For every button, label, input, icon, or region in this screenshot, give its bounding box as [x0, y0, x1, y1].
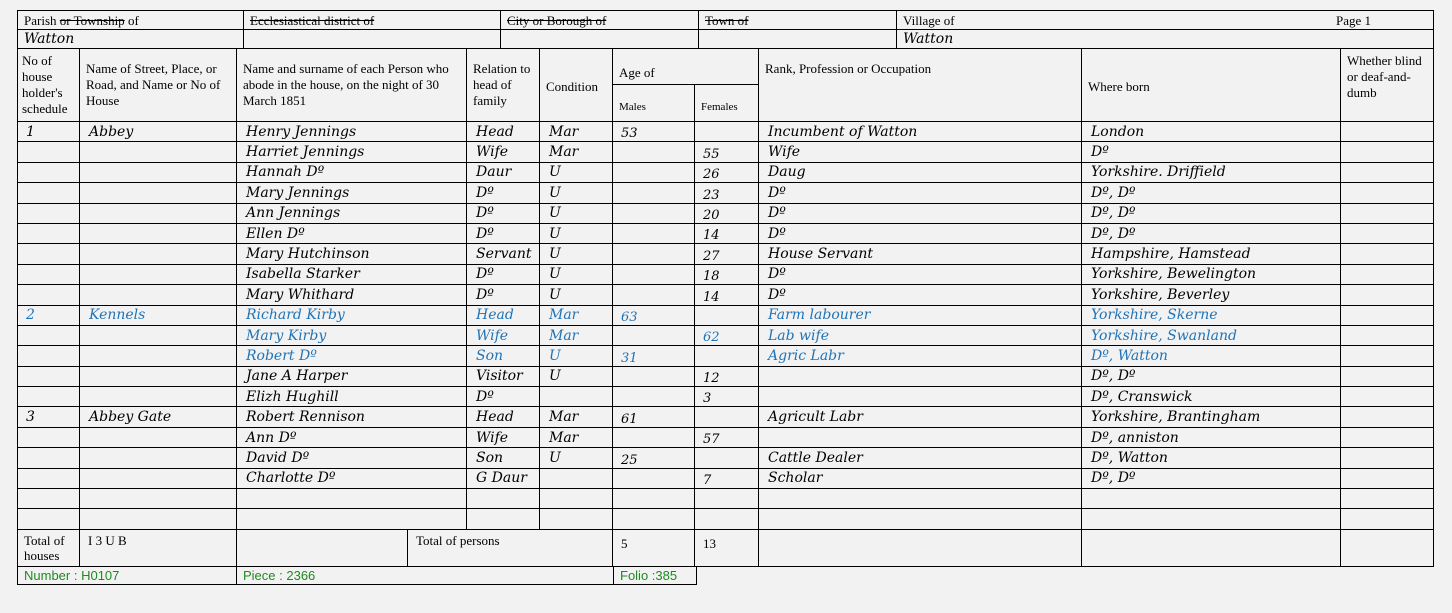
total-persons-spacer	[237, 530, 408, 566]
row-schedule: 3	[18, 407, 80, 427]
row-street	[80, 346, 237, 366]
village-label-cell	[897, 11, 1434, 30]
col-blind-header: Whether blind or deaf-and-dumb	[1341, 49, 1434, 122]
table-row	[18, 264, 1434, 284]
row-where-born: Dº, Dº	[1082, 223, 1341, 243]
row-blind	[1341, 509, 1434, 529]
row-street	[80, 183, 237, 203]
row-street	[80, 489, 237, 509]
row-schedule: 1	[18, 122, 80, 142]
row-schedule	[18, 223, 80, 243]
row-condition	[540, 468, 613, 488]
row-age-female	[695, 509, 759, 529]
row-street: Kennels	[80, 305, 237, 325]
row-age-female: 18	[695, 264, 759, 284]
row-where-born	[1082, 509, 1341, 529]
table-row	[18, 285, 1434, 305]
row-age-male	[613, 183, 695, 203]
row-blind	[1341, 223, 1434, 243]
row-occupation: Cattle Dealer	[759, 448, 1082, 468]
row-age-female: 14	[695, 223, 759, 243]
row-name: Henry Jennings	[237, 122, 467, 142]
col-condition-header: Condition	[540, 49, 613, 122]
row-name: Mary Hutchinson	[237, 244, 467, 264]
row-relation: Wife	[467, 142, 540, 162]
row-blind	[1341, 203, 1434, 223]
row-occupation: Daug	[759, 162, 1082, 182]
row-occupation: Dº	[759, 203, 1082, 223]
row-where-born: Yorkshire, Beverley	[1082, 285, 1341, 305]
table-row	[18, 183, 1434, 203]
parish-value: Watton	[18, 30, 244, 49]
row-condition: Mar	[540, 122, 613, 142]
census-sheet	[17, 10, 1434, 585]
total-females: 13	[695, 529, 759, 566]
table-row	[18, 203, 1434, 223]
row-street	[80, 468, 237, 488]
row-blind	[1341, 264, 1434, 284]
row-condition: U	[540, 366, 613, 386]
row-name: Richard Kirby	[237, 305, 467, 325]
col-schedule-header: No of house holder's schedule	[18, 49, 80, 122]
row-schedule	[18, 509, 80, 529]
row-relation: Head	[467, 407, 540, 427]
row-name: Mary Jennings	[237, 183, 467, 203]
row-name	[237, 509, 467, 529]
row-name: Isabella Starker	[237, 264, 467, 284]
row-occupation	[759, 427, 1082, 447]
row-blind	[1341, 346, 1434, 366]
table-row	[18, 325, 1434, 345]
row-condition: U	[540, 448, 613, 468]
row-occupation	[759, 387, 1082, 407]
row-age-male: 25	[613, 448, 695, 468]
row-condition	[540, 387, 613, 407]
row-name: Elizh Hughill	[237, 387, 467, 407]
col-name-header: Name and surname of each Person who abode in the house, on the night of 30 March 1851	[237, 49, 467, 122]
row-age-female	[695, 407, 759, 427]
row-age-female	[695, 122, 759, 142]
row-age-female	[695, 448, 759, 468]
row-relation: Dº	[467, 387, 540, 407]
row-age-female	[695, 489, 759, 509]
row-schedule: 2	[18, 305, 80, 325]
table-row	[18, 407, 1434, 427]
total-born-blank	[1082, 529, 1341, 566]
total-persons-cell	[237, 529, 613, 566]
row-age-female: 3	[695, 387, 759, 407]
table-row	[18, 244, 1434, 264]
row-occupation	[759, 366, 1082, 386]
row-condition: U	[540, 183, 613, 203]
row-condition	[540, 489, 613, 509]
row-relation: Wife	[467, 325, 540, 345]
row-age-male	[613, 489, 695, 509]
row-relation: G Daur	[467, 468, 540, 488]
row-blind	[1341, 366, 1434, 386]
row-where-born: Dº, Dº	[1082, 468, 1341, 488]
city-value	[501, 30, 699, 49]
row-blind	[1341, 407, 1434, 427]
village-value: Watton	[897, 30, 1434, 49]
row-street	[80, 509, 237, 529]
row-age-female: 20	[695, 203, 759, 223]
row-relation: Dº	[467, 264, 540, 284]
row-street	[80, 325, 237, 345]
row-street	[80, 387, 237, 407]
row-relation: Servant	[467, 244, 540, 264]
row-relation	[467, 489, 540, 509]
row-schedule	[18, 142, 80, 162]
row-occupation: Incumbent of Watton	[759, 122, 1082, 142]
row-occupation: Scholar	[759, 468, 1082, 488]
row-condition: Mar	[540, 305, 613, 325]
row-age-female: 55	[695, 142, 759, 162]
row-age-female	[695, 305, 759, 325]
row-occupation	[759, 489, 1082, 509]
row-condition: Mar	[540, 325, 613, 345]
table-row	[18, 122, 1434, 142]
row-age-male	[613, 142, 695, 162]
row-age-male	[613, 468, 695, 488]
row-occupation: Dº	[759, 183, 1082, 203]
row-occupation	[759, 509, 1082, 529]
table-row	[18, 468, 1434, 488]
row-occupation: House Servant	[759, 244, 1082, 264]
reference-piece: Piece : 2366	[237, 566, 614, 584]
row-age-female: 14	[695, 285, 759, 305]
row-blind	[1341, 244, 1434, 264]
row-blind	[1341, 489, 1434, 509]
reference-footer	[17, 566, 697, 585]
row-where-born: London	[1082, 122, 1341, 142]
row-name	[237, 489, 467, 509]
table-row	[18, 142, 1434, 162]
parish-of-label: of	[127, 12, 139, 28]
census-table	[17, 48, 1434, 567]
row-name: Hannah Dº	[237, 162, 467, 182]
row-age-male	[613, 203, 695, 223]
row-condition: U	[540, 285, 613, 305]
row-occupation: Lab wife	[759, 325, 1082, 345]
total-blind-blank	[1341, 529, 1434, 566]
row-age-male	[613, 366, 695, 386]
table-row	[18, 305, 1434, 325]
row-where-born: Dº, Dº	[1082, 366, 1341, 386]
row-schedule	[18, 366, 80, 386]
row-occupation: Wife	[759, 142, 1082, 162]
row-occupation: Agricult Labr	[759, 407, 1082, 427]
col-street-header: Name of Street, Place, or Road, and Name or No of House	[80, 49, 237, 122]
table-row	[18, 162, 1434, 182]
row-where-born: Dº	[1082, 142, 1341, 162]
row-blind	[1341, 305, 1434, 325]
row-age-female: 12	[695, 366, 759, 386]
row-age-male	[613, 223, 695, 243]
row-street	[80, 223, 237, 243]
row-relation: Visitor	[467, 366, 540, 386]
row-age-male	[613, 264, 695, 284]
row-blind	[1341, 183, 1434, 203]
row-where-born: Dº, anniston	[1082, 427, 1341, 447]
row-street	[80, 203, 237, 223]
row-schedule	[18, 244, 80, 264]
row-street	[80, 285, 237, 305]
row-age-male	[613, 162, 695, 182]
col-relation-header: Relation to head of family	[467, 49, 540, 122]
parish-label: Parish	[24, 12, 57, 28]
row-age-male	[613, 387, 695, 407]
row-relation: Dº	[467, 203, 540, 223]
row-street	[80, 142, 237, 162]
total-occupation-blank	[759, 529, 1082, 566]
row-schedule	[18, 203, 80, 223]
total-persons-label: Total of persons	[416, 532, 500, 548]
row-occupation: Agric Labr	[759, 346, 1082, 366]
row-condition: U	[540, 223, 613, 243]
row-where-born: Yorkshire, Bewelington	[1082, 264, 1341, 284]
row-blind	[1341, 285, 1434, 305]
row-age-male: 53	[613, 122, 695, 142]
row-age-female: 23	[695, 183, 759, 203]
row-age-male: 63	[613, 305, 695, 325]
col-males-header: Males	[613, 85, 695, 122]
row-schedule	[18, 427, 80, 447]
col-where-born-header: Where born	[1082, 49, 1341, 122]
row-street	[80, 162, 237, 182]
total-persons-inner	[237, 530, 612, 566]
table-row	[18, 223, 1434, 243]
city-label: City or Borough of	[501, 11, 699, 30]
row-street: Abbey Gate	[80, 407, 237, 427]
row-where-born: Yorkshire, Swanland	[1082, 325, 1341, 345]
row-occupation: Dº	[759, 264, 1082, 284]
township-label: or Township	[59, 12, 125, 28]
table-row	[18, 427, 1434, 447]
row-where-born: Dº, Dº	[1082, 183, 1341, 203]
row-age-female: 7	[695, 468, 759, 488]
row-schedule	[18, 346, 80, 366]
row-schedule	[18, 264, 80, 284]
row-street	[80, 427, 237, 447]
row-relation: Son	[467, 346, 540, 366]
row-condition: U	[540, 203, 613, 223]
table-row	[18, 366, 1434, 386]
table-row	[18, 448, 1434, 468]
row-name: David Dº	[237, 448, 467, 468]
row-name: Ann Jennings	[237, 203, 467, 223]
row-name: Ellen Dº	[237, 223, 467, 243]
row-street	[80, 448, 237, 468]
row-condition: Mar	[540, 142, 613, 162]
village-label: Village of	[903, 12, 955, 28]
row-blind	[1341, 162, 1434, 182]
town-value	[699, 30, 897, 49]
row-age-male	[613, 325, 695, 345]
row-relation: Head	[467, 122, 540, 142]
row-relation: Dº	[467, 183, 540, 203]
row-condition	[540, 509, 613, 529]
total-males: 5	[613, 529, 695, 566]
row-schedule	[18, 468, 80, 488]
row-schedule	[18, 387, 80, 407]
row-where-born: Dº, Cranswick	[1082, 387, 1341, 407]
row-street	[80, 244, 237, 264]
row-blind	[1341, 427, 1434, 447]
town-label: Town of	[699, 11, 897, 30]
page-label: Page 1	[1335, 12, 1371, 28]
row-schedule	[18, 325, 80, 345]
row-where-born	[1082, 489, 1341, 509]
row-age-male: 31	[613, 346, 695, 366]
row-blind	[1341, 325, 1434, 345]
row-where-born: Yorkshire, Skerne	[1082, 305, 1341, 325]
row-age-female: 26	[695, 162, 759, 182]
reference-folio: Folio :385	[614, 566, 697, 584]
row-where-born: Dº, Watton	[1082, 448, 1341, 468]
row-blind	[1341, 122, 1434, 142]
row-age-male: 61	[613, 407, 695, 427]
table-row	[18, 489, 1434, 509]
row-age-female: 57	[695, 427, 759, 447]
table-row	[18, 346, 1434, 366]
row-blind	[1341, 468, 1434, 488]
row-occupation: Dº	[759, 285, 1082, 305]
row-name: Ann Dº	[237, 427, 467, 447]
row-condition: U	[540, 346, 613, 366]
ecclesiastical-value	[244, 30, 501, 49]
row-street	[80, 264, 237, 284]
col-females-header: Females	[695, 85, 759, 122]
row-blind	[1341, 448, 1434, 468]
row-relation: Wife	[467, 427, 540, 447]
row-occupation: Dº	[759, 223, 1082, 243]
row-relation	[467, 509, 540, 529]
row-where-born: Yorkshire. Driffield	[1082, 162, 1341, 182]
table-row	[18, 509, 1434, 529]
row-occupation: Farm labourer	[759, 305, 1082, 325]
row-relation: Dº	[467, 223, 540, 243]
col-occupation-header: Rank, Profession or Occupation	[759, 49, 1082, 122]
row-schedule	[18, 162, 80, 182]
row-schedule	[18, 448, 80, 468]
row-name: Robert Rennison	[237, 407, 467, 427]
row-name: Harriet Jennings	[237, 142, 467, 162]
row-name: Charlotte Dº	[237, 468, 467, 488]
row-age-female: 27	[695, 244, 759, 264]
row-where-born: Dº, Watton	[1082, 346, 1341, 366]
reference-number: Number : H0107	[18, 566, 237, 584]
row-where-born: Hampshire, Hamstead	[1082, 244, 1341, 264]
col-age-header: Age of	[613, 49, 759, 85]
row-condition: U	[540, 162, 613, 182]
row-condition: U	[540, 264, 613, 284]
total-houses-label: Total of houses	[18, 529, 80, 566]
row-age-female: 62	[695, 325, 759, 345]
census-header-table	[17, 10, 1434, 49]
row-relation: Head	[467, 305, 540, 325]
ecclesiastical-label: Ecclesiastical district of	[244, 11, 501, 30]
row-street	[80, 366, 237, 386]
row-age-male	[613, 427, 695, 447]
row-age-male	[613, 509, 695, 529]
row-where-born: Yorkshire, Brantingham	[1082, 407, 1341, 427]
row-name: Mary Kirby	[237, 325, 467, 345]
row-where-born: Dº, Dº	[1082, 203, 1341, 223]
total-houses-value: I 3 U B	[80, 529, 237, 566]
table-row	[18, 387, 1434, 407]
row-name: Robert Dº	[237, 346, 467, 366]
row-name: Jane A Harper	[237, 366, 467, 386]
parish-label-cell	[18, 11, 244, 30]
row-schedule	[18, 183, 80, 203]
row-age-male	[613, 285, 695, 305]
row-street: Abbey	[80, 122, 237, 142]
census-rows	[18, 122, 1434, 530]
row-condition: U	[540, 244, 613, 264]
row-name: Mary Whithard	[237, 285, 467, 305]
row-schedule	[18, 489, 80, 509]
row-age-male	[613, 244, 695, 264]
row-relation: Daur	[467, 162, 540, 182]
row-condition: Mar	[540, 427, 613, 447]
row-blind	[1341, 142, 1434, 162]
row-relation: Son	[467, 448, 540, 468]
row-schedule	[18, 285, 80, 305]
row-condition: Mar	[540, 407, 613, 427]
row-blind	[1341, 387, 1434, 407]
row-age-female	[695, 346, 759, 366]
row-relation: Dº	[467, 285, 540, 305]
